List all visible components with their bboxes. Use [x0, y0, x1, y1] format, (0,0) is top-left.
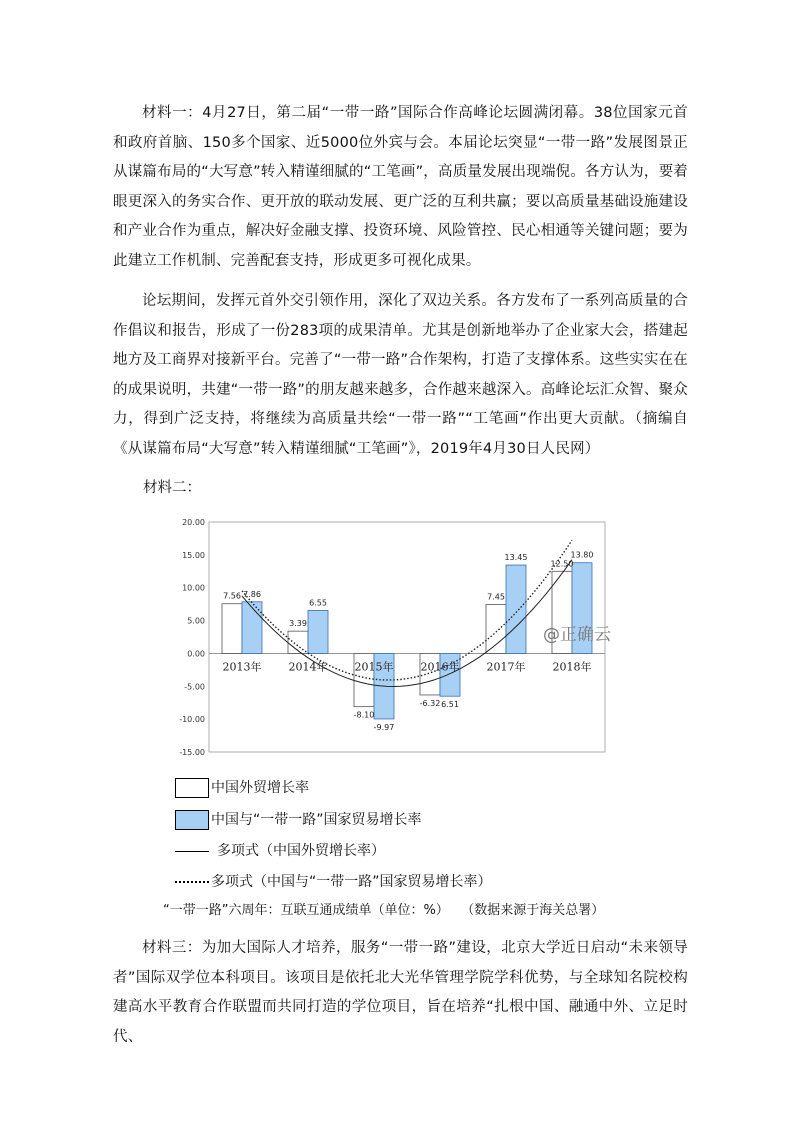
x-tick-label: 2015年	[354, 660, 394, 674]
data-label: 7.45	[487, 592, 505, 602]
data-label: 6.55	[309, 598, 327, 608]
legend-item-trendline-solid	[175, 841, 385, 861]
legend-swatch-white	[175, 778, 209, 798]
legend-item-belt-road-trade	[175, 810, 422, 830]
material1-paragraph1: 材料一：4月27日，第二届“一带一路”国际合作高峰论坛圆满闭幕。38位国家元首和政府首脑、150多个国家、近5000位外宾与会。本届论坛突显“一带一路”发展图景正从谋篇布局的“大写意”转入精谨细腻的“工笔画”，高质量发展出现端倪。各方认为，要着眼更深入的务实合作、更开放的联动发展、更广泛的互利共赢；要以高质量基础设施建设和产业合作为重点，解决好金融支撑、投资环境、风险管控、民心相通等关键问题；要为此建立工作机制、完善配套支持，形成更多可视化成果。	[113, 105, 688, 269]
data-label: 3.39	[289, 619, 307, 629]
y-tick-label: 15.00	[182, 550, 205, 560]
legend-label-1: 中国外贸增长率	[211, 780, 309, 796]
data-label: -6.32	[419, 698, 441, 708]
x-tick-label: 2017年	[486, 660, 526, 674]
material2-label: 材料二：	[143, 480, 201, 496]
material1-paragraph2: 论坛期间，发挥元首外交引领作用，深化了双边关系。各方发布了一系列高质量的合作倡议和报告，形成了一份283项的成果清单。尤其是创新地举办了企业家大会，搭建起地方及工商界对接新平台。完善了“一带一路”合作架构，打造了支撑体系。这些实实在在的成果说明，共建“一带一路”的朋友越来越多，合作越来越深入。高峰论坛汇众智、聚众力，得到广泛支持，将继续为高质量共绘“一带一路”“工笔画”作出更大贡献。（摘编自《从谋篇布局“大写意”转入精谨细腻“工笔画”》，2019年4月30日人民网）	[113, 293, 688, 457]
legend-line-solid	[175, 851, 209, 852]
legend-swatch-blue	[175, 810, 209, 830]
data-label: -8.10	[353, 710, 375, 720]
y-tick-label: 20.00	[182, 518, 205, 527]
y-tick-label: -10.00	[179, 715, 205, 725]
data-label: 7.86	[243, 589, 261, 599]
data-label: 12.50	[550, 559, 574, 569]
chart-caption: “一带一路”六周年：互联互通成绩单（单位：%） （数据来源于海关总署）	[163, 903, 605, 918]
material3-paragraph: 材料三：为加大国际人才培养，服务“一带一路”建设，北京大学近日启动“未来领导者”国际双学位本科项目。该项目是依托北大光华管理学院学科优势，与全球知名院校构建高水平教育合作联盟而共同打造的学位项目，旨在培养“扎根中国、融通中外、立足时代、	[113, 940, 688, 1045]
y-tick-label: -15.00	[179, 748, 205, 757]
bar-foreign-trade	[222, 604, 242, 654]
data-label: 13.45	[504, 553, 528, 563]
legend-label-3: 多项式（中国外贸增长率）	[217, 843, 385, 859]
x-tick-label: 2016年	[420, 660, 460, 674]
data-label: -9.97	[373, 722, 395, 732]
y-tick-label: 5.00	[187, 616, 205, 626]
legend-line-dotted	[175, 881, 209, 883]
x-tick-label: 2014年	[288, 660, 328, 674]
x-tick-label: 2013年	[222, 660, 262, 674]
bar-foreign-trade	[486, 604, 506, 653]
legend-item-trendline-dotted	[175, 872, 492, 892]
y-tick-label: 10.00	[182, 583, 205, 593]
legend-label-2: 中国与“一带一路”国家贸易增长率	[211, 812, 422, 828]
x-tick-label: 2018年	[552, 660, 592, 674]
watermark: @正确云	[543, 625, 611, 645]
y-tick-label: -5.00	[184, 682, 205, 692]
data-label: 7.56	[223, 591, 241, 601]
data-label: 6.51	[441, 700, 459, 710]
bar-belt-road	[506, 565, 526, 653]
data-label: 13.80	[570, 550, 594, 560]
legend-label-4: 多项式（中国与“一带一路”国家贸易增长率）	[211, 874, 492, 890]
trade-growth-chart	[173, 512, 613, 757]
y-tick-label: 0.00	[187, 649, 205, 659]
legend-item-foreign-trade	[175, 778, 309, 798]
bar-belt-road	[308, 610, 328, 653]
